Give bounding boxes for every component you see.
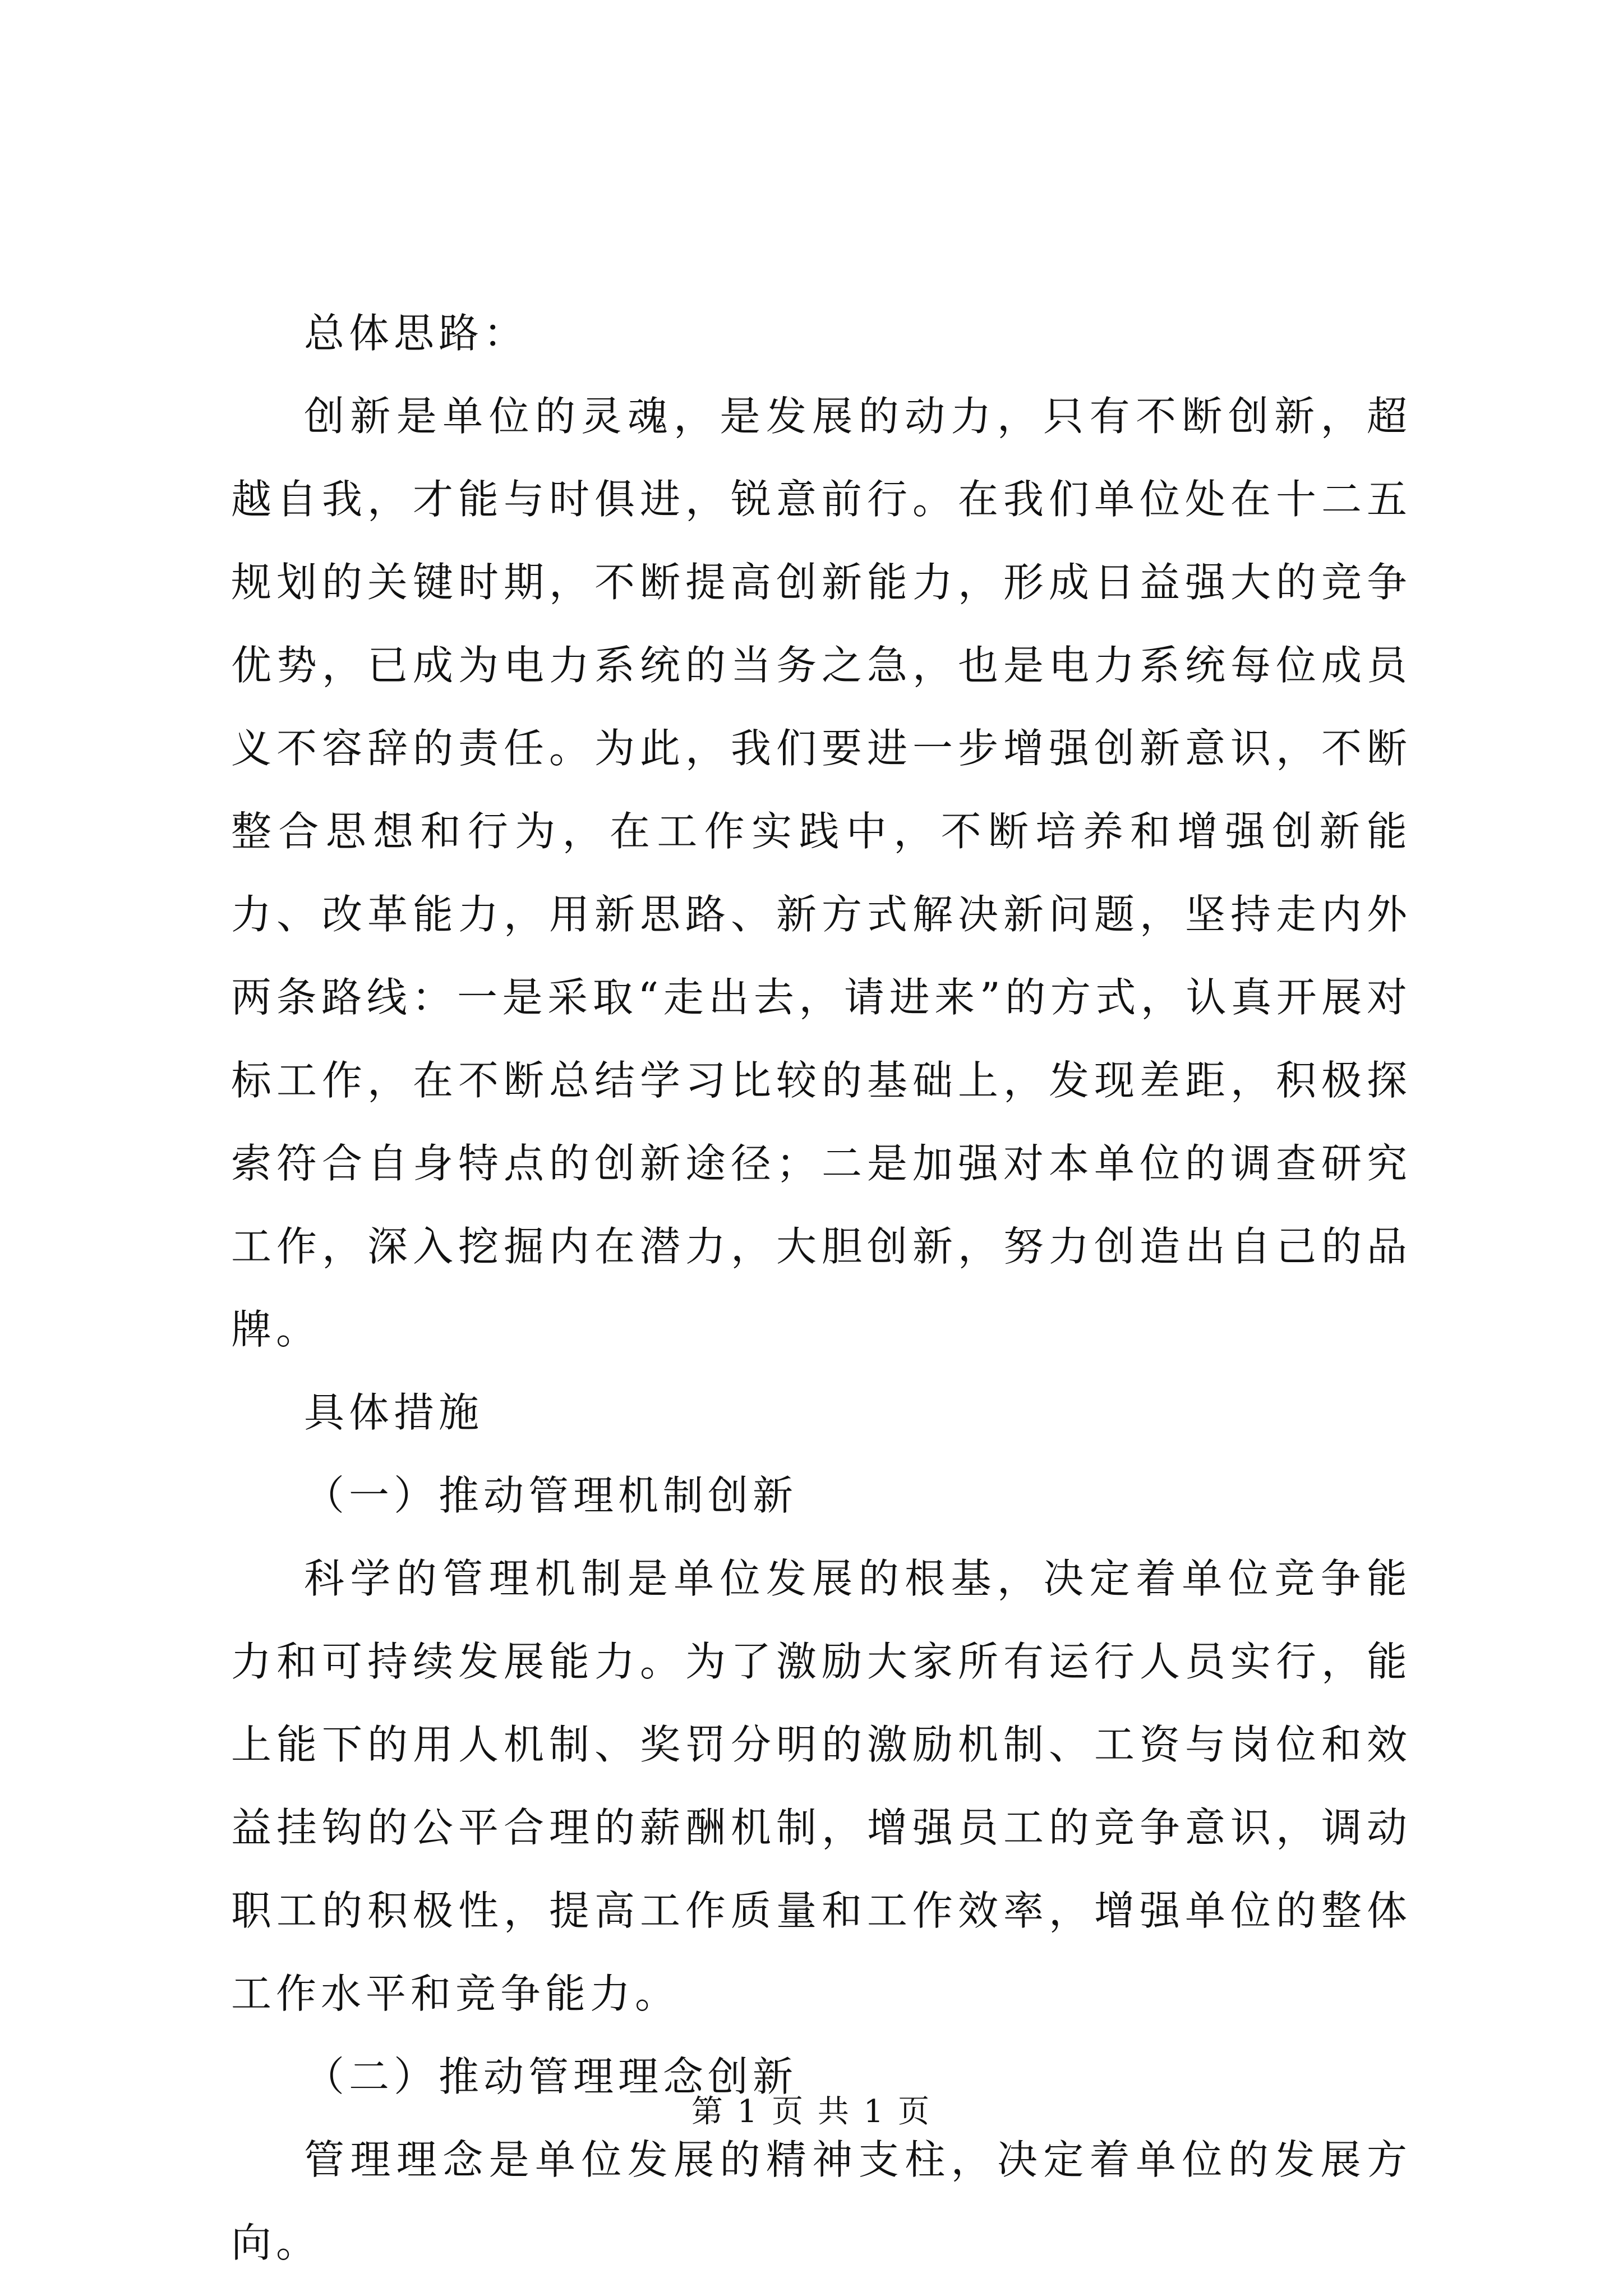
document-body <box>231 292 1412 2284</box>
paragraph-concept: 管理理念是单位发展的精神支柱，决定着单位的发展方向。 <box>231 2136 1412 2266</box>
paragraph-mechanism: 科学的管理机制是单位发展的根基，决定着单位竞争能力和可持续发展能力。为了激励大家所有运行人员实行，能上能下的用人机制、奖罚分明的激励机制、工资与岗位和效益挂钩的公平合理的薪酬机制，增强员工的竞争意识，调动职工的积极性，提高工作质量和工作效率，增强单位的整体工作水平和竞争能力。 <box>231 1555 1412 2017</box>
subheading-concept: （二）推动管理理念创新 <box>304 2053 798 2100</box>
page-footer: 第 1 页 共 1 页 <box>691 2093 932 2130</box>
paragraph-general: 创新是单位的灵魂，是发展的动力，只有不断创新，超越自我，才能与时俱进，锐意前行。在我们单位处在十二五规划的关键时期，不断提高创新能力，形成日益强大的竞争优势，已成为电力系统的当务之急，也是电力系统每位成员义不容辞的责任。为此，我们要进一步增强创新意识，不断整合思想和行为，在工作实践中，不断培养和增强创新能力、改革能力，用新思路、新方式解决新问题，坚持走内外两条路线：一是采取“走出去，请进来”的方式，认真开展对标工作，在不断总结学习比较的基础上，发现差距，积极探索符合自身特点的创新途径；二是加强对本单位的调查研究工作，深入挖掘内在潜力，大胆创新，努力创造出自己的品牌。 <box>231 393 1412 1353</box>
section-heading-general: 总体思路： <box>304 310 529 357</box>
subheading-mechanism: （一）推动管理机制创新 <box>304 1472 798 1519</box>
section-heading-measures: 具体措施 <box>304 1389 484 1436</box>
